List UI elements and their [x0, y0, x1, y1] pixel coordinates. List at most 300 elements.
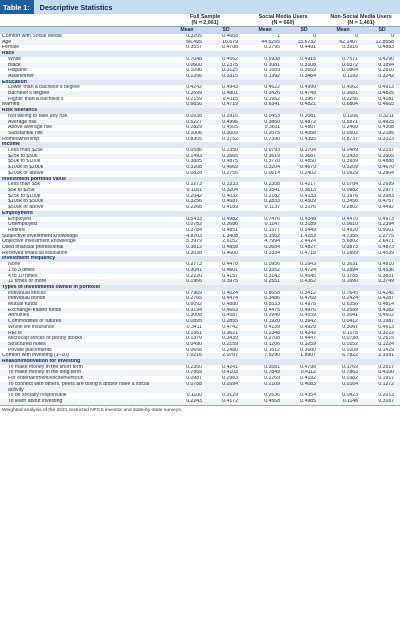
cell-mean: 0.1256 — [166, 74, 208, 80]
cell-mean: 5.6802 — [342, 239, 359, 245]
cell-mean: 0.1166 — [342, 113, 359, 119]
row-label: Comfort with Social Media — [2, 34, 62, 39]
cell-sd: 0.2943 — [300, 262, 317, 268]
cell-sd: 0.1272 — [364, 382, 400, 393]
row-label: Married — [0, 102, 166, 108]
cell-sd: 0.3176 — [300, 205, 317, 211]
cell-mean: 1 — [277, 34, 281, 39]
row-label: Objective investment knowledge — [2, 239, 76, 245]
cell-sd: 0.4032 — [222, 193, 239, 199]
cell-mean: 0.2536 — [264, 393, 281, 399]
cell-sd: 0.4601 — [208, 268, 244, 274]
cell-mean: 0.1551 — [166, 331, 208, 337]
cell-sd: 0.4718 — [300, 250, 317, 256]
cell-mean: 0.7645 — [342, 290, 359, 296]
cell-mean: 0.0987 — [186, 376, 202, 382]
cell-mean: 0.7849 — [244, 370, 286, 376]
row-label: Annuities — [8, 313, 30, 319]
table-body — [0, 34, 400, 405]
row-label: Commodities or futures — [0, 319, 166, 325]
cell-mean: 0.7571 — [342, 56, 359, 62]
cell-sd: 0 — [313, 34, 317, 39]
cell-sd: 0.4024 — [222, 290, 239, 296]
header-spacer — [0, 27, 166, 35]
row-label: $5k to $25k — [0, 188, 166, 194]
cell-mean: 0.1589 — [264, 68, 281, 74]
cell-mean: 0.0423 — [342, 393, 359, 399]
cell-mean: 0.2802 — [342, 205, 359, 211]
cell-sd: 0.4913 — [378, 85, 395, 91]
cell-sd: 0.4362 — [286, 279, 322, 285]
cell-sd: 0.3125 — [222, 68, 239, 74]
cell-sd: 0.4669 — [208, 165, 244, 171]
cell-sd: 0.4645 — [300, 273, 317, 279]
row-label: $100k to $200k — [0, 165, 166, 171]
col-mean: Mean — [166, 27, 208, 35]
cell-sd: 0.2350 — [222, 148, 239, 154]
cell-sd: 2.6152 — [222, 239, 239, 245]
cell-sd: 0.4192 — [300, 376, 317, 382]
cell-sd: 0.1917 — [378, 376, 395, 382]
row-label: Less than $5k — [8, 182, 41, 188]
table-number: Table 1: — [0, 0, 34, 14]
cell-mean: 0.3256 — [166, 199, 208, 205]
cell-mean: 0.2894 — [322, 268, 364, 274]
column-header-row — [0, 27, 400, 35]
row-label: Employed — [8, 216, 31, 222]
cell-sd: 2.6471 — [378, 239, 395, 245]
cell-mean: 0.3611 — [264, 125, 281, 131]
cell-sd: 12.8558 — [364, 40, 400, 46]
row-label: $200k or above — [8, 170, 44, 176]
cell-sd: 0.4242 — [286, 331, 322, 337]
row-label: Above average risk — [8, 125, 53, 131]
cell-mean: 0.0788 — [166, 382, 208, 393]
cell-mean: 0.3352 — [244, 268, 286, 274]
cell-sd: 0.3680 — [300, 347, 317, 353]
cell-sd: 0.3211 — [378, 113, 395, 119]
cell-sd: 0.3975 — [208, 279, 244, 285]
cell-sd: 0.4976 — [286, 308, 322, 314]
cell-sd: 0.4973 — [378, 216, 395, 222]
cell-sd: 0.2977 — [364, 188, 400, 194]
cell-mean: 0.0658 — [186, 347, 202, 353]
cell-mean: 0.1100 — [186, 393, 202, 399]
row-label: To be socially responsible — [8, 393, 67, 399]
group-header-social-media-users — [244, 14, 322, 27]
cell-sd: 0.2375 — [208, 63, 244, 69]
cell-mean: 0.2829 — [186, 125, 202, 131]
cell-sd: 0.1894 — [364, 63, 400, 69]
cell-mean: 0.3008 — [186, 313, 202, 319]
cell-mean: 0.1541 — [244, 188, 286, 194]
cell-sd: 0.3749 — [364, 279, 400, 285]
cell-mean: 0.0610 — [322, 222, 364, 228]
cell-sd: 0.4985 — [286, 399, 322, 405]
cell-mean: 0.1785 — [342, 273, 359, 279]
row-label: Individual bonds — [0, 296, 166, 302]
cell-mean: 0.0490 — [166, 342, 208, 348]
group-title: Full Sample — [189, 14, 221, 20]
cell-mean: 0.1619 — [244, 154, 286, 160]
cell-mean: 0.0784 — [342, 182, 359, 188]
cell-mean: 0.0938 — [186, 113, 202, 119]
cell-sd: 0.4975 — [300, 302, 317, 308]
cell-mean: 0.4242 — [186, 85, 202, 91]
col-sd: SD — [286, 27, 322, 35]
cell-mean: 0.6341 — [244, 102, 286, 108]
row-label: Lower than a bachelor's degree — [8, 85, 80, 91]
cell-mean: 0.3486 — [244, 296, 286, 302]
cell-sd: 0.3565 — [208, 154, 244, 160]
cell-mean: 0.2159 — [186, 96, 202, 102]
row-label: To make money in the long term — [0, 370, 166, 376]
cell-mean: 0.2256 — [342, 96, 359, 102]
cell-sd: 0.4663 — [208, 308, 244, 314]
cell-mean: 0.1161 — [166, 188, 208, 194]
group-header-row — [0, 14, 400, 27]
cell-sd: 0.4925 — [364, 120, 400, 126]
cell-mean: 0.1096 — [186, 68, 202, 74]
cell-mean: 0.0586 — [186, 148, 202, 154]
cell-mean: 0.3812 — [166, 245, 208, 251]
cell-sd: 0.4354 — [300, 393, 317, 399]
cell-mean: 0.3581 — [264, 364, 281, 370]
cell-mean: 0 — [355, 34, 359, 39]
cell-mean: 0.1976 — [342, 193, 359, 199]
cell-mean: 0.2220 — [186, 273, 202, 279]
cell-mean: 0.8737 — [342, 136, 359, 142]
cell-mean: 0.0782 — [166, 222, 208, 228]
cell-mean: 0.2308 — [264, 182, 281, 188]
section-label: Risk tolerance — [0, 108, 400, 114]
cell-mean: 0.0489 — [342, 148, 359, 154]
cell-sd: 0.3412 — [300, 290, 317, 296]
cell-mean: 0.2551 — [244, 279, 286, 285]
row-label: Average risk — [0, 120, 166, 126]
cell-sd: 0.4810 — [378, 262, 395, 268]
section-label: Investment portfolio value — [0, 177, 400, 183]
cell-sd: 0 — [391, 34, 395, 39]
cell-sd: 0.2694 — [208, 382, 244, 393]
cell-mean: 0.1192 — [322, 74, 364, 80]
cell-sd: 0.4100 — [364, 370, 400, 376]
cell-mean: 0.5227 — [166, 120, 208, 126]
cell-mean: 62.1407 — [322, 40, 364, 46]
cell-mean: 4.8703 — [166, 234, 208, 240]
cell-mean: 0.2795 — [264, 45, 281, 51]
cell-sd: 0.2855 — [208, 319, 244, 325]
cell-mean: 0.2109 — [244, 382, 286, 393]
row-label: Comfort with investing (1–10) — [0, 353, 166, 359]
cell-sd: 0.1224 — [364, 342, 400, 348]
cell-sd: 0.4827 — [286, 245, 322, 251]
cell-sd: 0.3129 — [222, 393, 239, 399]
cell-sd: 0.4308 — [378, 125, 395, 131]
cell-sd: 0.4982 — [222, 216, 239, 222]
cell-mean: 0.0412 — [322, 319, 364, 325]
cell-sd: 0.3204 — [208, 188, 244, 194]
cell-sd: 0.4382 — [364, 308, 400, 314]
cell-sd: 0.4189 — [222, 205, 239, 211]
cell-mean: 0.3631 — [342, 262, 359, 268]
cell-sd: 0.3687 — [286, 154, 322, 160]
cell-mean: 0.2773 — [186, 262, 202, 268]
cell-mean: 0.0164 — [322, 382, 364, 393]
group-header-non-social-media-users — [322, 14, 400, 27]
row-label: White — [8, 56, 22, 62]
table-title: Descriptive Statistics — [39, 2, 113, 12]
cell-mean: 0.3784 — [186, 227, 202, 233]
cell-sd: 0.2081 — [300, 113, 317, 119]
cell-mean: 0.8658 — [264, 290, 281, 296]
col-mean: Mean — [244, 27, 286, 35]
cell-sd: 0.3942 — [286, 319, 322, 325]
cell-sd: 0.4915 — [300, 56, 317, 62]
cell-sd: 0.4670 — [364, 165, 400, 171]
cell-mean: 0.3208 — [166, 165, 208, 171]
cell-sd: 0.4181 — [378, 96, 395, 102]
group-title: Social Media Users — [258, 14, 308, 20]
cell-mean: 0.3041 — [166, 268, 208, 274]
cell-sd: 2.1091 — [364, 353, 400, 359]
cell-mean: 0.0208 — [342, 347, 359, 353]
cell-mean: 0.3885 — [186, 159, 202, 165]
cell-sd: 0.4801 — [208, 91, 244, 97]
row-label: 11 times or more — [0, 279, 166, 285]
cell-sd: 0.5001 — [378, 227, 395, 233]
cell-sd: 0.3752 — [222, 136, 239, 142]
cell-mean: 0.7048 — [186, 56, 202, 62]
cell-sd: 0.4562 — [222, 56, 239, 62]
row-label: Black — [0, 63, 166, 69]
cell-sd: 0.3817 — [378, 364, 395, 370]
row-label: Bachelor's degree — [0, 91, 166, 97]
row-label: $25k to $50k — [0, 154, 166, 160]
cell-mean: 0.0152 — [322, 342, 364, 348]
cell-sd: 0.3333 — [222, 182, 239, 188]
cell-mean: 0.0929 — [342, 170, 359, 176]
row-label: 4 to 10 times — [8, 273, 38, 279]
cell-sd: 0.2983 — [222, 376, 239, 382]
cell-sd: 0.2689 — [378, 182, 395, 188]
cell-mean: 0.6092 — [186, 302, 202, 308]
section-label: Investment frequency — [0, 256, 400, 262]
cell-mean: 0.5433 — [186, 216, 202, 222]
cell-mean: 0.3684 — [244, 245, 286, 251]
cell-sd: 0.4990 — [300, 85, 317, 91]
cell-mean: 0.1370 — [186, 336, 202, 342]
cell-mean: 4.7994 — [264, 239, 281, 245]
cell-sd: 0.4719 — [208, 102, 244, 108]
cell-mean: 0.3209 — [322, 165, 364, 171]
cell-sd: 0.3983 — [378, 193, 395, 199]
cell-mean: 0.1920 — [244, 319, 286, 325]
cell-mean: 0.0793 — [264, 148, 281, 154]
cell-sd: 1.8907 — [286, 353, 322, 359]
cell-mean: 0.3334 — [264, 250, 281, 256]
group-n: (N = 1,401) — [347, 20, 375, 26]
cell-sd: 2.0707 — [208, 353, 244, 359]
cell-mean: 0.0828 — [186, 170, 202, 176]
cell-sd: 0.3323 — [378, 136, 395, 142]
row-label: None — [8, 262, 21, 268]
cell-mean: 7.5290 — [244, 353, 286, 359]
cell-mean: 0.0895 — [166, 319, 208, 325]
section-label: Income — [0, 142, 400, 148]
cell-sd: 0.4850 — [300, 159, 317, 165]
cell-sd: 2.4424 — [300, 239, 317, 245]
row-label: To make money in the short term — [8, 364, 83, 370]
cell-sd: 0.4943 — [222, 85, 239, 91]
row-label: To learn about investing — [0, 399, 166, 405]
cell-mean: 0.0600 — [166, 63, 208, 69]
section-label: Education — [0, 80, 400, 86]
row-label: Hispanic — [8, 68, 28, 74]
cell-sd: 0.4241 — [222, 364, 239, 370]
cell-mean: 0.1377 — [264, 227, 281, 233]
cell-sd: 0.4875 — [222, 159, 239, 165]
cell-mean: 0.4475 — [244, 308, 286, 314]
cell-mean: 0.0864 — [342, 68, 359, 74]
cell-sd: 0.4613 — [378, 324, 395, 330]
cell-mean: 0.1081 — [244, 63, 286, 69]
cell-mean: 0.1146 — [322, 399, 364, 405]
row-label: To connect with others, peers are doing it and/or have a social activity — [0, 382, 166, 393]
cell-sd: 0.4749 — [286, 91, 322, 97]
cell-sd: 1.3408 — [208, 234, 244, 240]
cell-mean: 0.2243 — [166, 399, 208, 405]
cell-mean: 7.0216 — [166, 353, 208, 359]
cell-sd: 0.4851 — [222, 227, 239, 233]
cell-mean: 0.5871 — [322, 120, 364, 126]
cell-sd: 0.4757 — [364, 199, 400, 205]
cell-sd: 0.3242 — [364, 74, 400, 80]
row-label: Received financial education — [2, 250, 68, 256]
cell-sd: 0.4115 — [222, 96, 239, 102]
row-label: Mutual funds — [8, 302, 38, 308]
cell-mean: 0.6804 — [322, 102, 364, 108]
cell-sd: 0.2756 — [222, 170, 239, 176]
cell-sd: 0.3613 — [286, 188, 322, 194]
row-label: Structured notes — [0, 342, 166, 348]
cell-mean: 0.1952 — [264, 96, 281, 102]
cell-mean: 44.5255 — [244, 40, 286, 46]
cell-mean: 0.0502 — [322, 131, 364, 137]
cell-sd: 0.2394 — [364, 222, 400, 228]
cell-sd: 0.4245 — [378, 290, 395, 296]
cell-sd: 1.2775 — [364, 234, 400, 240]
cell-mean: 0.2899 — [342, 250, 359, 256]
cell-sd: 0.3187 — [364, 399, 400, 405]
cell-sd: 0.4587 — [222, 313, 239, 319]
cell-mean: 0.7969 — [186, 290, 202, 296]
cell-mean: 0.2424 — [322, 296, 364, 302]
cell-sd: 0.3222 — [364, 331, 400, 337]
cell-sd: 0.4112 — [286, 370, 322, 376]
cell-mean: 0.3204 — [244, 165, 286, 171]
cell-sd: 0.3009 — [208, 131, 244, 137]
cell-sd: 0.4478 — [222, 262, 239, 268]
cell-sd: 0.2013 — [378, 393, 395, 399]
cell-sd: 0.3831 — [378, 273, 395, 279]
section-label: Employment — [0, 211, 400, 217]
cell-sd: 0.4883 — [378, 45, 395, 51]
cell-sd: 0.2159 — [208, 342, 244, 348]
cell-sd: 0.4395 — [300, 136, 317, 142]
descriptive-statistics-table — [0, 14, 400, 405]
group-header-full-sample — [166, 14, 244, 27]
cell-mean: 5.1562 — [244, 234, 286, 240]
row-label: Unemployed — [0, 222, 166, 228]
cell-sd: 0.4157 — [222, 273, 239, 279]
cell-mean: 0.0956 — [264, 262, 281, 268]
row-label: Exchange-traded funds — [0, 308, 166, 314]
group-title: Non-Social Media Users — [330, 14, 392, 20]
cell-sd: 0.4505 — [222, 125, 239, 131]
cell-mean: 0.2833 — [244, 199, 286, 205]
cell-mean: 0.1612 — [264, 347, 281, 353]
cell-mean: 0.3599 — [166, 91, 208, 97]
cell-mean: 6.7822 — [322, 353, 364, 359]
cell-sd: 0.4821 — [286, 102, 322, 108]
row-label: Asian/other — [0, 74, 166, 80]
cell-sd: 0.4668 — [222, 34, 239, 39]
cell-mean: 0.0453 — [264, 113, 281, 119]
cell-mean: 0.1966 — [166, 279, 208, 285]
cell-mean: 0.5938 — [264, 56, 281, 62]
cell-mean: 0.3916 — [342, 45, 359, 51]
col-mean: Mean — [322, 27, 364, 35]
row-label: Microcap stocks or penny stocks — [8, 336, 83, 342]
cell-sd: 0.4058 — [286, 131, 322, 137]
row-label: $500k or above — [8, 205, 44, 211]
cell-sd: 0.3967 — [300, 96, 317, 102]
cell-mean: 0.6656 — [166, 102, 208, 108]
cell-mean: 0.2348 — [244, 331, 286, 337]
col-sd: SD — [364, 27, 400, 35]
cell-sd: 0.2916 — [222, 113, 239, 119]
cell-sd: 0.4880 — [222, 302, 239, 308]
table-row — [0, 382, 400, 393]
cell-sd: 1.4253 — [286, 234, 322, 240]
cell-sd: 0.2157 — [378, 148, 395, 154]
cell-mean: 0.3456 — [322, 199, 364, 205]
cell-mean: 0.8305 — [186, 136, 202, 142]
cell-mean: 0.2268 — [186, 205, 202, 211]
cell-sd: 0.4217 — [300, 182, 317, 188]
cell-sd: 0.4600 — [222, 250, 239, 256]
cell-sd: 0.2185 — [364, 131, 400, 137]
cell-mean: 0.3041 — [342, 313, 359, 319]
cell-sd: 0.1429 — [378, 347, 395, 353]
row-label: Whole life insurance — [8, 324, 55, 330]
cell-mean: 0.3142 — [264, 273, 281, 279]
cell-sd: 0.1987 — [364, 319, 400, 325]
cell-mean: 0.1206 — [244, 342, 286, 348]
cell-sd: 0.3315 — [208, 74, 244, 80]
cell-mean: 0.4470 — [342, 216, 359, 222]
cell-sd: 0.3108 — [286, 63, 322, 69]
cell-sd: 0.4873 — [364, 245, 400, 251]
cell-mean: 0.2765 — [166, 296, 208, 302]
cell-sd: 0.4290 — [378, 56, 395, 62]
row-label: 1 to 3 times — [0, 268, 166, 274]
cell-mean: 5.3979 — [186, 239, 202, 245]
cell-sd: 0.4474 — [208, 296, 244, 302]
cell-mean: 0.2708 — [264, 336, 281, 342]
cell-mean: 0.5533 — [264, 302, 281, 308]
